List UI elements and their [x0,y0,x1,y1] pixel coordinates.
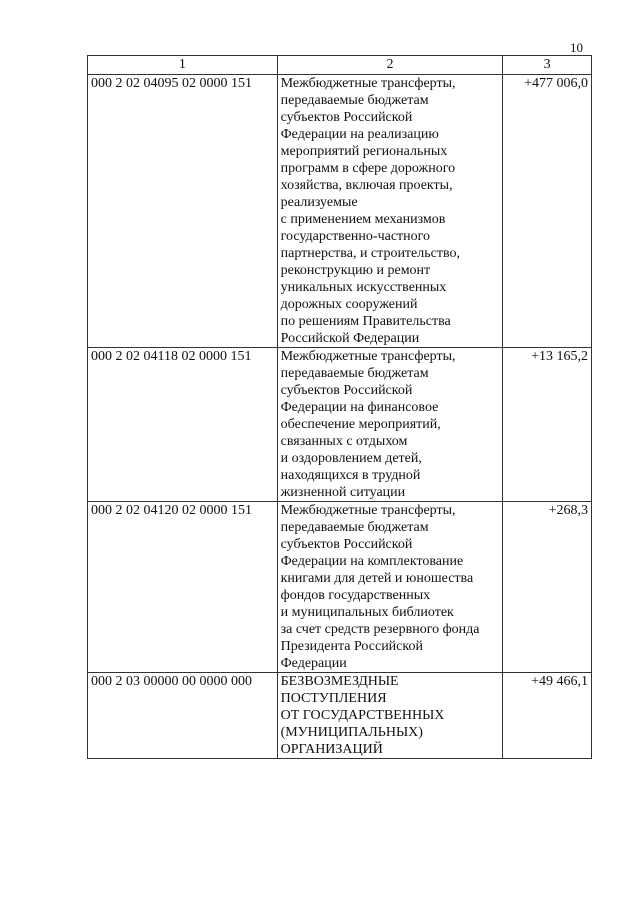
budget-code-cell: 000 2 02 04095 02 0000 151 [88,75,278,348]
description-line: передаваемые бюджетам [280,93,429,108]
description-line: государственно-частного [280,229,431,244]
description-line: реконструкцию и ремонт [280,263,431,278]
table-row [88,348,592,502]
description-line: Федерации [280,656,347,671]
description-cell [277,673,503,759]
description-line: Межбюджетные трансферты, [280,76,456,91]
description-line: (МУНИЦИПАЛЬНЫХ) [280,725,423,740]
description-line: ПОСТУПЛЕНИЯ [280,691,387,706]
description-line: мероприятий региональных [280,144,448,159]
page-number: 10 [570,40,583,55]
description-line: с применением механизмов [280,212,446,227]
table-row [88,502,592,673]
amount-cell: +13 165,2 [503,348,592,502]
table-header-row [88,56,592,75]
description-line: жизненной ситуации [280,485,406,500]
description-line: ОТ ГОСУДАРСТВЕННЫХ [280,708,445,723]
description-line: дорожных сооружений [280,297,418,312]
description-line: Президента Российской [280,639,423,654]
description-line: обеспечение мероприятий, [280,417,441,432]
description-line: БЕЗВОЗМЕЗДНЫЕ [280,674,399,689]
budget-code-cell: 000 2 02 04120 02 0000 151 [88,502,278,673]
column-header-3: 3 [503,56,592,75]
description-line: и муниципальных библиотек [280,605,454,620]
table-body [88,75,592,759]
description-line: находящихся в трудной [280,468,421,483]
description-line: книгами для детей и юношества [280,571,474,586]
description-line: хозяйства, включая проекты, [280,178,453,193]
budget-code-cell: 000 2 03 00000 00 0000 000 [88,673,278,759]
amount-cell: +477 006,0 [503,75,592,348]
description-line: Федерации на комплектование [280,554,464,569]
amount-cell: +49 466,1 [503,673,592,759]
description-line: реализуемые [280,195,358,210]
description-line: субъектов Российской [280,110,413,125]
description-line: уникальных искусственных [280,280,447,295]
description-cell [277,348,503,502]
description-line: программ в сфере дорожного [280,161,456,176]
amount-cell: +268,3 [503,502,592,673]
description-line: Федерации на финансовое [280,400,439,415]
description-line: партнерства, и строительство, [280,246,460,261]
description-cell [277,75,503,348]
column-header-2: 2 [277,56,503,75]
description-line: передаваемые бюджетам [280,366,429,381]
budget-code-cell: 000 2 02 04118 02 0000 151 [88,348,278,502]
table-row [88,75,592,348]
description-line: Межбюджетные трансферты, [280,503,456,518]
description-line: Межбюджетные трансферты, [280,349,456,364]
description-line: связанных с отдыхом [280,434,408,449]
budget-table [87,55,592,759]
description-line: субъектов Российской [280,537,413,552]
description-line: и оздоровлением детей, [280,451,422,466]
description-cell [277,502,503,673]
description-line: Российской Федерации [280,331,420,346]
description-line: за счет средств резервного фонда [280,622,480,637]
description-line: по решениям Правительства [280,314,451,329]
column-header-1: 1 [88,56,278,75]
description-line: передаваемые бюджетам [280,520,429,535]
description-line: субъектов Российской [280,383,413,398]
description-line: фондов государственных [280,588,431,603]
table-row [88,673,592,759]
description-line: ОРГАНИЗАЦИЙ [280,742,383,757]
description-line: Федерации на реализацию [280,127,439,142]
